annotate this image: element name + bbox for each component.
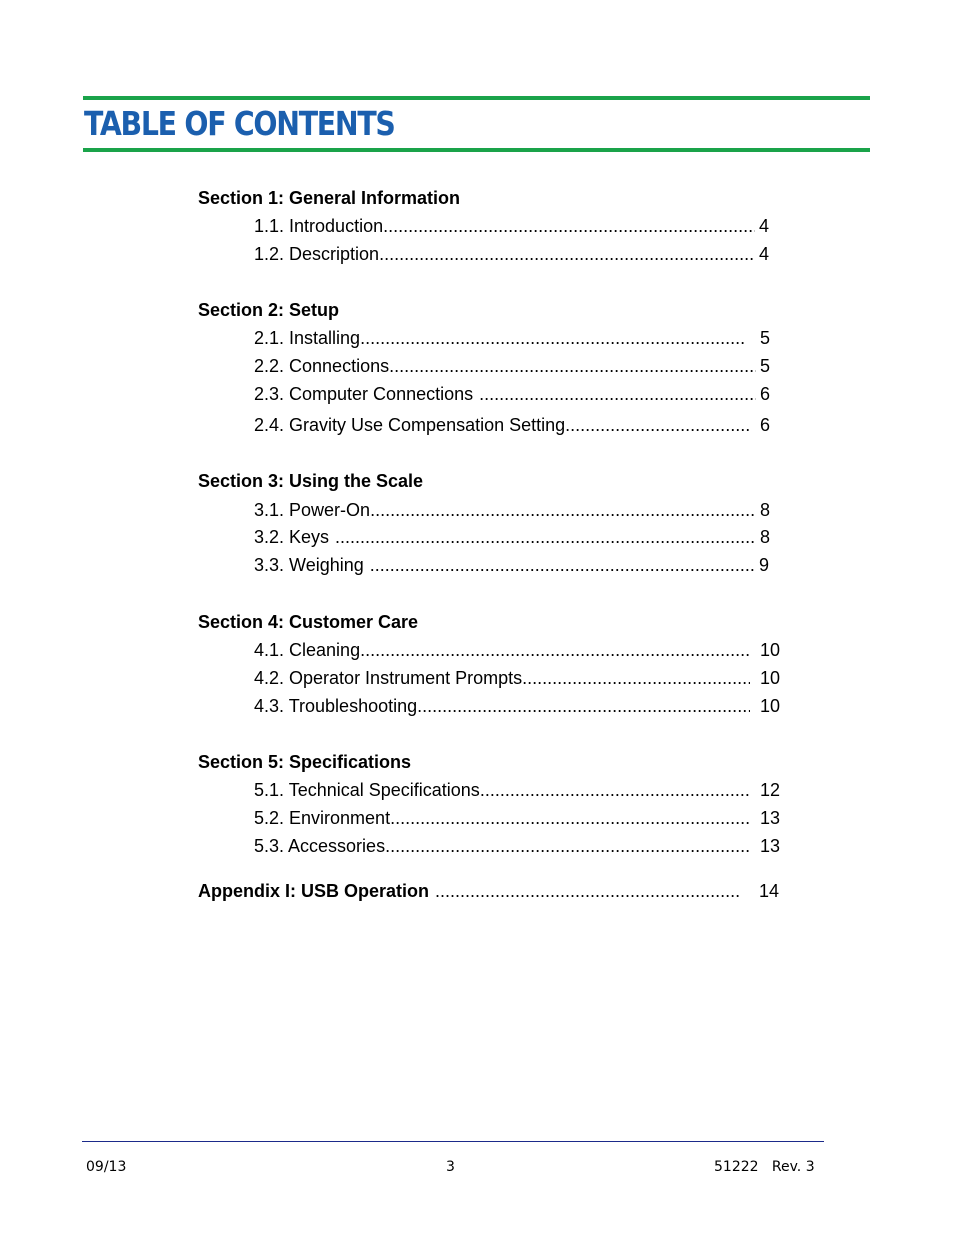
toc-entry-technical-specifications[interactable] bbox=[254, 779, 780, 801]
dot-leader bbox=[383, 215, 755, 237]
toc-entry-environment[interactable] bbox=[254, 807, 780, 829]
toc-entry-page: 8 bbox=[759, 500, 770, 520]
footer-rule bbox=[82, 1141, 824, 1142]
dot-leader bbox=[360, 327, 746, 349]
dot-leader bbox=[329, 526, 756, 548]
dot-leader bbox=[522, 667, 750, 689]
dot-leader bbox=[364, 554, 755, 576]
section-heading-customer-care: Section 4: Customer Care bbox=[198, 612, 419, 632]
toc-entry-page: 14 bbox=[758, 881, 779, 901]
section-heading-using-the-scale: Section 3: Using the Scale bbox=[198, 471, 424, 491]
toc-entry-operator-prompts[interactable] bbox=[254, 667, 780, 689]
toc-entry-page: 6 bbox=[759, 415, 770, 435]
toc-entry-label: 5.1. Technical Specifications bbox=[254, 780, 480, 800]
toc-entry-page: 6 bbox=[759, 384, 770, 404]
header-bottom-rule bbox=[83, 148, 870, 152]
toc-entry-label: 1.2. Description bbox=[254, 244, 380, 264]
toc-entry-label: 5.3. Accessories bbox=[254, 836, 386, 856]
page-title: TABLE OF CONTENTS bbox=[84, 104, 395, 143]
dot-leader bbox=[565, 414, 750, 436]
footer-page-number: 3 bbox=[446, 1159, 455, 1175]
toc-entry-accessories[interactable] bbox=[254, 835, 780, 857]
toc-entry-keys[interactable] bbox=[254, 526, 770, 548]
toc-entry-page: 5 bbox=[759, 328, 770, 348]
dot-leader bbox=[417, 695, 750, 717]
header-top-rule bbox=[83, 96, 870, 100]
toc-entry-page: 4 bbox=[758, 244, 769, 264]
toc-entry-label: 1.1. Introduction bbox=[254, 216, 384, 236]
toc-entry-label: 3.2. Keys bbox=[254, 527, 330, 547]
footer-date: 09/13 bbox=[86, 1159, 127, 1175]
dot-leader bbox=[385, 835, 750, 857]
dot-leader bbox=[429, 880, 741, 902]
dot-leader bbox=[480, 779, 750, 801]
toc-entry-page: 13 bbox=[759, 808, 780, 828]
section-heading-setup: Section 2: Setup bbox=[198, 300, 340, 320]
toc-entry-page: 10 bbox=[759, 640, 780, 660]
toc-entry-label: 2.3. Computer Connections bbox=[254, 384, 474, 404]
toc-entry-power-on[interactable] bbox=[254, 499, 770, 521]
dot-leader bbox=[360, 639, 750, 661]
toc-entry-page: 9 bbox=[758, 555, 769, 575]
toc-entry-label: 4.1. Cleaning bbox=[254, 640, 361, 660]
dot-leader bbox=[370, 499, 756, 521]
toc-entry-page: 10 bbox=[759, 668, 780, 688]
toc-entry-appendix-usb[interactable] bbox=[198, 880, 779, 902]
toc-entry-page: 12 bbox=[759, 780, 780, 800]
toc-entry-gravity-compensation[interactable] bbox=[254, 414, 770, 436]
toc-entry-label: 4.3. Troubleshooting bbox=[254, 696, 418, 716]
dot-leader bbox=[473, 383, 756, 405]
dot-leader bbox=[379, 243, 755, 265]
toc-entry-page: 4 bbox=[758, 216, 769, 236]
toc-entry-page: 13 bbox=[759, 836, 780, 856]
toc-entry-page: 5 bbox=[759, 356, 770, 376]
toc-entry-label: Appendix I: USB Operation bbox=[198, 881, 430, 901]
toc-entry-label: 4.2. Operator Instrument Prompts bbox=[254, 668, 523, 688]
toc-entry-connections[interactable] bbox=[254, 355, 770, 377]
section-heading-general-information: Section 1: General Information bbox=[198, 188, 461, 208]
toc-entry-label: 3.1. Power-On bbox=[254, 500, 371, 520]
toc-entry-label: 2.4. Gravity Use Compensation Setting bbox=[254, 415, 566, 435]
toc-entry-introduction[interactable] bbox=[254, 215, 769, 237]
section-heading-specifications: Section 5: Specifications bbox=[198, 752, 412, 772]
toc-entry-weighing[interactable] bbox=[254, 554, 769, 576]
toc-entry-troubleshooting[interactable] bbox=[254, 695, 780, 717]
toc-entry-cleaning[interactable] bbox=[254, 639, 780, 661]
toc-entry-page: 8 bbox=[759, 527, 770, 547]
toc-entry-label: 2.1. Installing bbox=[254, 328, 361, 348]
toc-entry-page: 10 bbox=[759, 696, 780, 716]
toc-entry-label: 2.2. Connections bbox=[254, 356, 390, 376]
toc-entry-label: 5.2. Environment bbox=[254, 808, 391, 828]
footer-doc-id: 51222 Rev. 3 bbox=[714, 1159, 815, 1175]
dot-leader bbox=[389, 355, 756, 377]
toc-entry-computer-connections[interactable] bbox=[254, 383, 770, 405]
dot-leader bbox=[390, 807, 750, 829]
toc-entry-label: 3.3. Weighing bbox=[254, 555, 364, 575]
toc-entry-description[interactable] bbox=[254, 243, 769, 265]
toc-entry-installing[interactable] bbox=[254, 327, 770, 349]
